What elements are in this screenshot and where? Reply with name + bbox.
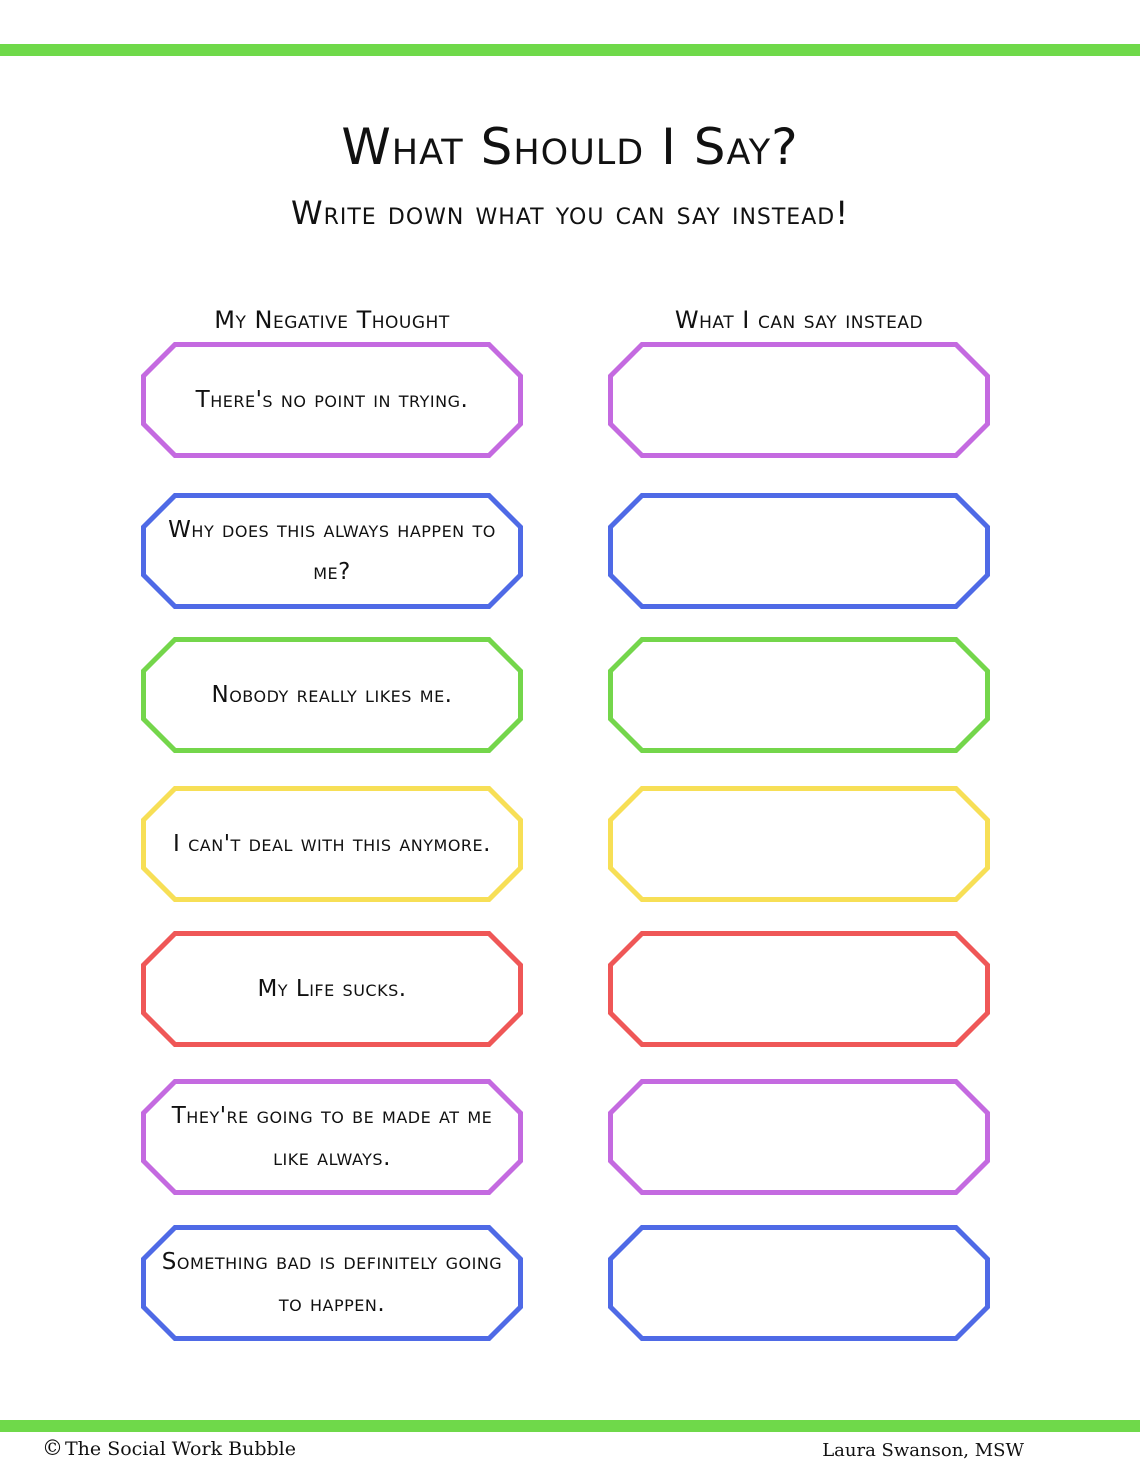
reframe-answer-text[interactable] (626, 1079, 972, 1195)
reframe-answer-text[interactable] (626, 493, 972, 609)
reframe-answer-box[interactable] (608, 493, 990, 609)
negative-thought-box (141, 1225, 523, 1341)
page-subtitle: Write down what you can say instead! (290, 194, 850, 232)
negative-thought-text: They're going to be made at me like always. (171, 1103, 493, 1171)
reframe-answer-box[interactable] (608, 786, 990, 902)
reframe-answer-text[interactable] (626, 931, 972, 1047)
negative-thought-text: Nobody really likes me. (211, 682, 453, 708)
footer-brand (42, 1436, 296, 1460)
reframe-answer-text[interactable] (626, 342, 972, 458)
negative-thought-text: There's no point in trying. (195, 387, 469, 413)
negative-thought-box (141, 1079, 523, 1195)
copyright-icon: © (42, 1436, 63, 1460)
reframe-answer-box[interactable] (608, 931, 990, 1047)
negative-thought-box (141, 931, 523, 1047)
reframe-answer-box[interactable] (608, 1079, 990, 1195)
negative-thought-text: Why does this always happen to me? (168, 517, 496, 585)
reframe-answer-text[interactable] (626, 786, 972, 902)
footer-author: Laura Swanson, MSW (822, 1440, 1024, 1461)
negative-thought-text: I can't deal with this anymore. (173, 831, 491, 857)
negative-thought-box (141, 786, 523, 902)
negative-thought-box (141, 342, 523, 458)
footer-brand-text: The Social Work Bubble (65, 1438, 296, 1460)
negative-thought-text: Something bad is definitely going to happen. (161, 1249, 503, 1317)
reframe-answer-box[interactable] (608, 1225, 990, 1341)
left-column-header: My Negative Thought (214, 306, 450, 334)
page-title: What Should I Say? (341, 118, 799, 176)
right-column-header: What I can say instead (674, 306, 924, 334)
negative-thought-box (141, 493, 523, 609)
reframe-answer-box[interactable] (608, 637, 990, 753)
bottom-green-bar (0, 1420, 1140, 1432)
negative-thought-box (141, 637, 523, 753)
top-green-bar (0, 44, 1140, 56)
negative-thought-text: My Life sucks. (257, 976, 407, 1002)
reframe-answer-text[interactable] (626, 637, 972, 753)
reframe-answer-box[interactable] (608, 342, 990, 458)
reframe-answer-text[interactable] (626, 1225, 972, 1341)
